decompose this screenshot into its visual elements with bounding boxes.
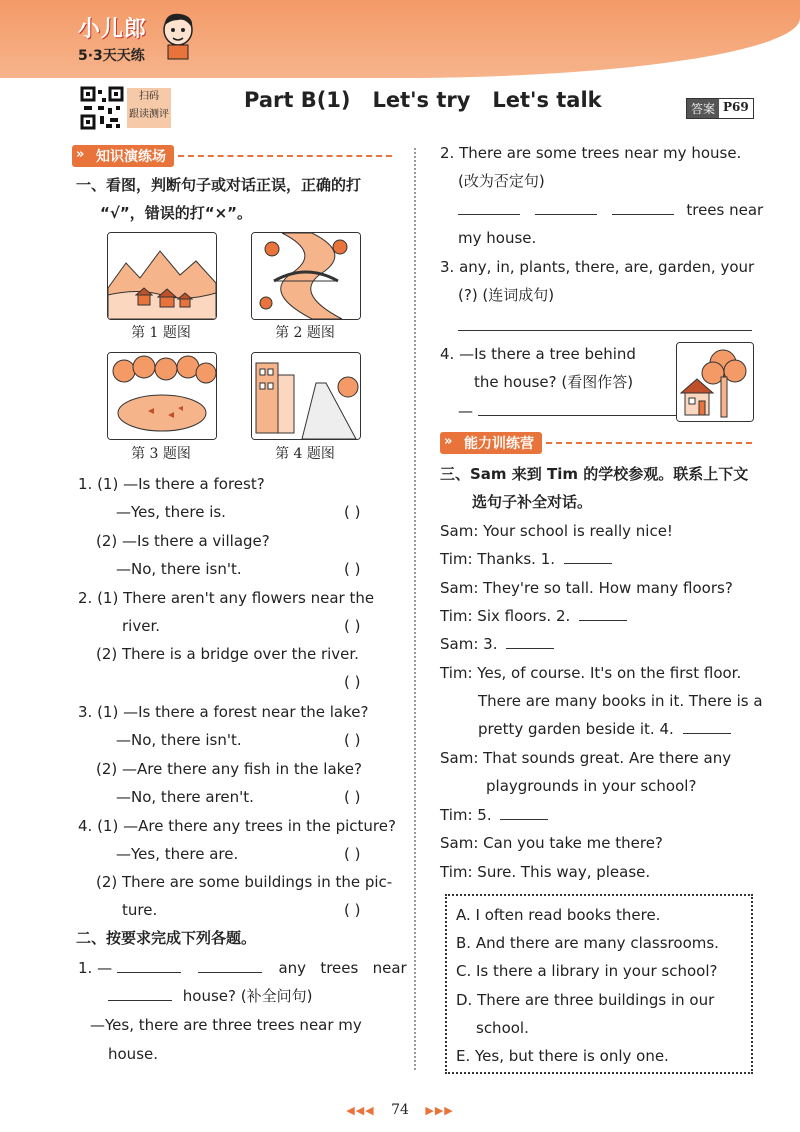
q2-2-line-a: 2. There are some trees near my house. <box>440 144 742 162</box>
answer-badge[interactable] <box>686 98 754 119</box>
dialog-text: pretty garden beside it. 4. <box>478 720 674 738</box>
qr-label <box>127 88 171 128</box>
q3-instruction-2: 选句子补全对话。 <box>472 493 593 511</box>
dialog-line <box>440 801 548 829</box>
section-divider <box>546 442 752 444</box>
page-footer <box>0 1102 800 1118</box>
chevron-icon: » <box>444 434 453 449</box>
dialog-line <box>440 630 554 658</box>
q2-4-line-c <box>458 397 676 425</box>
figure-4-caption: 第 4 题图 <box>275 446 335 462</box>
blank-field[interactable] <box>683 715 731 734</box>
qr-label-2: 跟读测评 <box>129 109 169 120</box>
option-item: school. <box>476 1019 529 1037</box>
dialog-text: Sam: 3. <box>440 635 498 653</box>
answer-page: P69 <box>723 100 749 114</box>
dialog-text: Tim: Thanks. 1. <box>440 550 556 568</box>
mascot-icon <box>158 10 198 62</box>
q2-1-suffix: house? (补全问句) <box>182 987 313 1005</box>
q2-4-dash: — <box>458 402 473 420</box>
q1-item: 3. (1) —Is there a forest near the lake? <box>78 703 369 721</box>
q2-1-line-b <box>108 982 312 1010</box>
q2-3-line-b: (?) (连词成句) <box>458 286 555 304</box>
blank-field[interactable] <box>579 602 627 621</box>
figure-1-mountains-village <box>107 232 217 320</box>
q2-1-line-a <box>78 954 407 982</box>
q1-item: —Yes, there are. <box>116 845 239 863</box>
q2-2-line-c <box>458 196 763 224</box>
q3-instruction-1: 三、Sam 来到 Tim 的学校参观。联系上下文 <box>440 465 749 483</box>
q2-1-line-c: —Yes, there are three trees near my <box>90 1016 362 1034</box>
blank-field[interactable] <box>198 954 262 973</box>
answer-paren[interactable]: ( ) <box>344 845 361 863</box>
blank-field[interactable] <box>612 196 674 215</box>
next-arrows-icon: ▶▶▶ <box>425 1104 454 1117</box>
answer-paren[interactable]: ( ) <box>344 731 361 749</box>
column-divider <box>414 148 416 1070</box>
q1-item: ture. <box>122 901 158 919</box>
blank-field[interactable] <box>458 196 520 215</box>
dialog-line: Tim: Yes, of course. It's on the first floor. <box>440 664 742 682</box>
figure-tree-behind-house <box>676 342 754 422</box>
option-item: A. I often read books there. <box>456 906 661 924</box>
dialog-text: Tim: 5. <box>440 806 492 824</box>
section-ability-tag: 能力训练营 <box>464 436 534 452</box>
figure-2-river-bridge <box>251 232 361 320</box>
section-knowledge-header <box>72 145 392 167</box>
section-divider <box>178 155 392 157</box>
q1-item: —Yes, there is. <box>116 503 226 521</box>
chevron-icon: » <box>76 147 85 162</box>
q1-item: (2) There are some buildings in the pic- <box>96 873 393 891</box>
dialog-line: Sam: Can you take me there? <box>440 834 663 852</box>
option-item: C. Is there a library in your school? <box>456 962 718 980</box>
q1-item: —No, there aren't. <box>116 788 254 806</box>
blank-field[interactable] <box>500 801 548 820</box>
figure-1-caption: 第 1 题图 <box>131 325 191 341</box>
option-item: B. And there are many classrooms. <box>456 934 719 952</box>
q2-1-prefix: 1. — <box>78 959 113 977</box>
dialog-line <box>440 602 627 630</box>
dialog-line: Sam: Your school is really nice! <box>440 522 673 540</box>
q1-instruction-1: 一、看图，判断句子或对话正误，正确的打 <box>76 176 362 194</box>
option-item: D. There are three buildings in our <box>456 991 715 1009</box>
q2-4-line-a: 4. —Is there a tree behind <box>440 345 636 363</box>
blank-field[interactable] <box>535 196 597 215</box>
prev-arrows-icon: ◀◀◀ <box>346 1104 375 1117</box>
q2-1-line-d: house. <box>108 1045 159 1063</box>
dialog-line <box>440 545 612 573</box>
q1-instruction-2: “√”，错误的打“×”。 <box>100 204 253 222</box>
page-title: Part B(1) Let's try Let's talk <box>244 88 602 112</box>
blank-field[interactable] <box>478 397 676 416</box>
section-knowledge-tag: 知识演练场 <box>96 149 166 165</box>
qr-code-icon[interactable] <box>80 86 124 130</box>
dialog-line: Sam: They're so tall. How many floors? <box>440 579 733 597</box>
blank-field[interactable] <box>117 954 181 973</box>
q1-item: 1. (1) —Is there a forest? <box>78 475 265 493</box>
dialog-line: playgrounds in your school? <box>486 777 697 795</box>
answer-paren[interactable]: ( ) <box>344 617 361 635</box>
q1-item: 4. (1) —Are there any trees in the picture? <box>78 817 396 835</box>
q2-1-words: any trees near <box>278 959 407 977</box>
answer-paren[interactable]: ( ) <box>344 788 361 806</box>
q1-item: —No, there isn't. <box>116 731 242 749</box>
logo-main: 小儿郎 <box>78 17 148 42</box>
answer-line[interactable] <box>458 330 752 331</box>
option-item: E. Yes, but there is only one. <box>456 1047 669 1065</box>
q1-item: (2) —Are there any fish in the lake? <box>96 760 362 778</box>
q2-3-line-a: 3. any, in, plants, there, are, garden, your <box>440 258 755 276</box>
section-ability-header <box>440 432 752 454</box>
figure-4-buildings-road <box>251 352 361 440</box>
blank-field[interactable] <box>564 545 612 564</box>
q2-2-line-d: my house. <box>458 229 537 247</box>
page-number: 74 <box>391 1102 409 1118</box>
dialog-text: Tim: Six floors. 2. <box>440 607 571 625</box>
dialog-line: There are many books in it. There is a <box>478 692 763 710</box>
q2-2-suffix: trees near <box>686 201 764 219</box>
answer-paren[interactable]: ( ) <box>344 673 361 691</box>
answer-paren[interactable]: ( ) <box>344 901 361 919</box>
blank-field[interactable] <box>506 630 554 649</box>
q1-item: river. <box>122 617 160 635</box>
q2-4-line-b: the house? (看图作答) <box>474 373 634 391</box>
figure-3-caption: 第 3 题图 <box>131 446 191 462</box>
logo <box>78 12 147 65</box>
qr-label-1: 扫码 <box>139 91 159 102</box>
q1-item: 2. (1) There aren't any flowers near the <box>78 589 375 607</box>
answer-label: 答案 <box>687 99 719 118</box>
q1-item: —No, there isn't. <box>116 560 242 578</box>
q2-instruction: 二、按要求完成下列各题。 <box>76 929 257 947</box>
q1-item: (2) —Is there a village? <box>96 532 270 550</box>
logo-sub: 5·3天天练 <box>78 48 145 64</box>
dialog-line: Sam: That sounds great. Are there any <box>440 749 732 767</box>
q1-item: (2) There is a bridge over the river. <box>96 645 359 663</box>
blank-field[interactable] <box>108 982 172 1001</box>
figure-2-caption: 第 2 题图 <box>275 325 335 341</box>
dialog-line: Tim: Sure. This way, please. <box>440 863 651 881</box>
answer-paren[interactable]: ( ) <box>344 560 361 578</box>
q2-2-line-b: (改为否定句) <box>458 172 545 190</box>
dialog-line <box>478 715 731 743</box>
answer-paren[interactable]: ( ) <box>344 503 361 521</box>
figure-3-lake-forest <box>107 352 217 440</box>
